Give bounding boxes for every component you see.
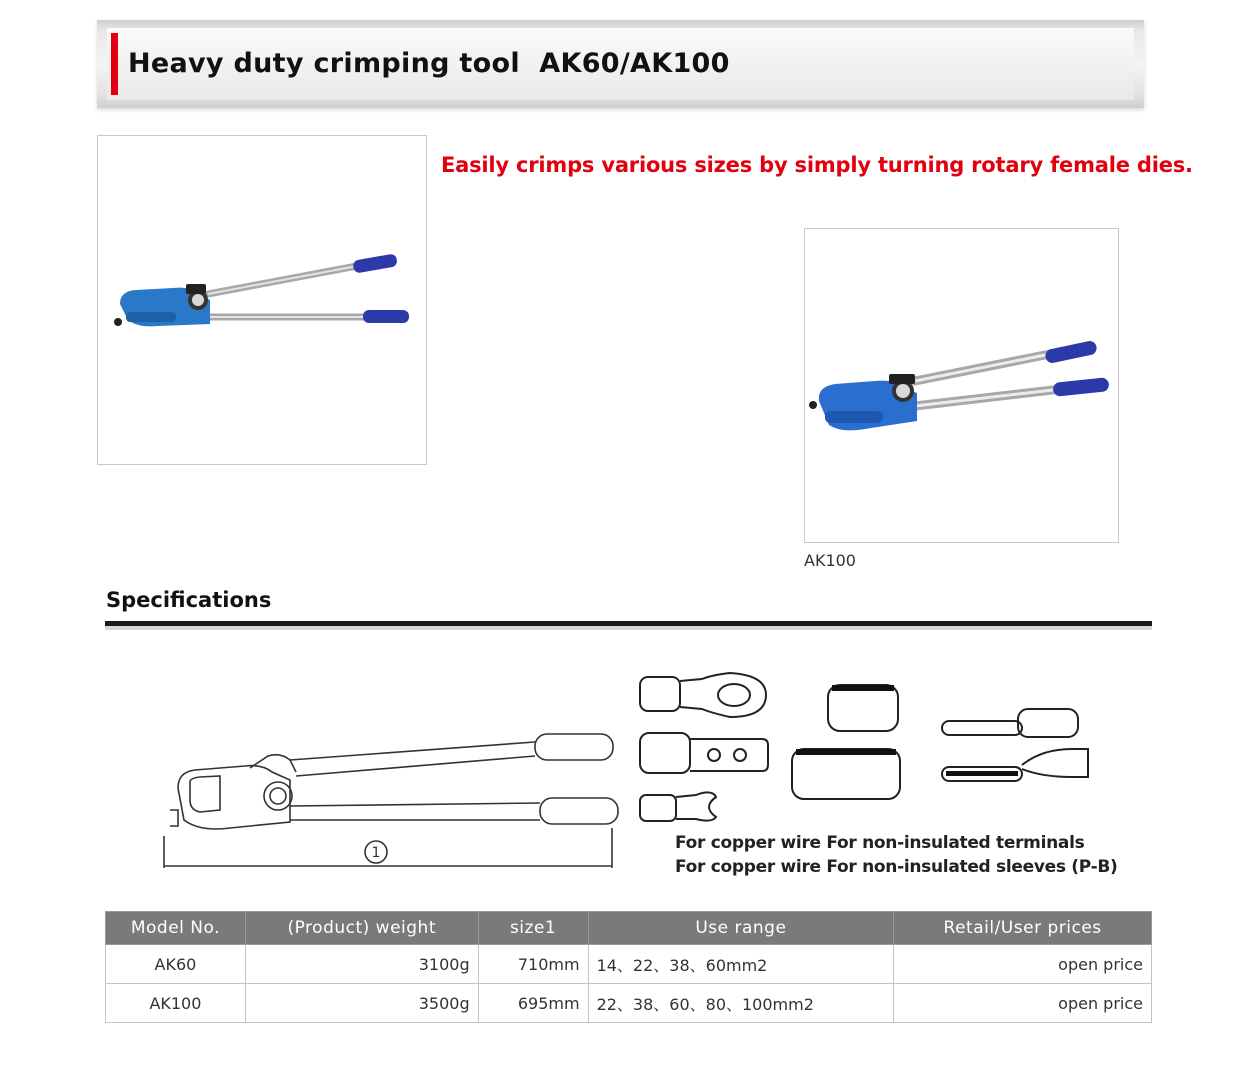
page-title: Heavy duty crimping tool AK60/AK100 (128, 48, 730, 79)
dimension-marker: 1 (371, 845, 381, 861)
table-cell: open price (894, 945, 1152, 984)
crimping-tool-photo-icon (98, 136, 426, 464)
table-cell: 3500g (245, 984, 478, 1023)
terminal-note-terminals: For copper wire For non-insulated terminals (675, 833, 1085, 853)
title-accent-bar (111, 33, 118, 95)
column-header: size1 (478, 912, 588, 945)
photo-caption: AK100 (804, 551, 856, 570)
table-cell: 3100g (245, 945, 478, 984)
crimping-tool-line-drawing-icon (150, 660, 630, 890)
specifications-divider-shadow (105, 626, 1152, 630)
table-cell: 695mm (478, 984, 588, 1023)
product-photo-ak100 (804, 228, 1119, 543)
table-cell: 14、22、38、60mm2 (588, 945, 894, 984)
table-cell: 22、38、60、80、100mm2 (588, 984, 894, 1023)
table-row (106, 945, 1152, 984)
specifications-heading: Specifications (106, 588, 272, 612)
table-cell: 710mm (478, 945, 588, 984)
table-cell: AK60 (106, 945, 246, 984)
column-header: Use range (588, 912, 894, 945)
column-header: (Product) weight (245, 912, 478, 945)
column-header: Retail/User prices (894, 912, 1152, 945)
product-photo-ak60 (97, 135, 427, 465)
table-header-row (106, 912, 1152, 945)
crimping-tool-photo-icon (805, 241, 1118, 530)
table-cell: AK100 (106, 984, 246, 1023)
column-header: Model No. (106, 912, 246, 945)
terminal-note-sleeves: For copper wire For non-insulated sleeves (P-B) (675, 857, 1118, 877)
product-tagline: Easily crimps various sizes by simply turning rotary female dies. (441, 153, 1193, 177)
table-cell: open price (894, 984, 1152, 1023)
table-row (106, 984, 1152, 1023)
specifications-table (105, 911, 1152, 1023)
